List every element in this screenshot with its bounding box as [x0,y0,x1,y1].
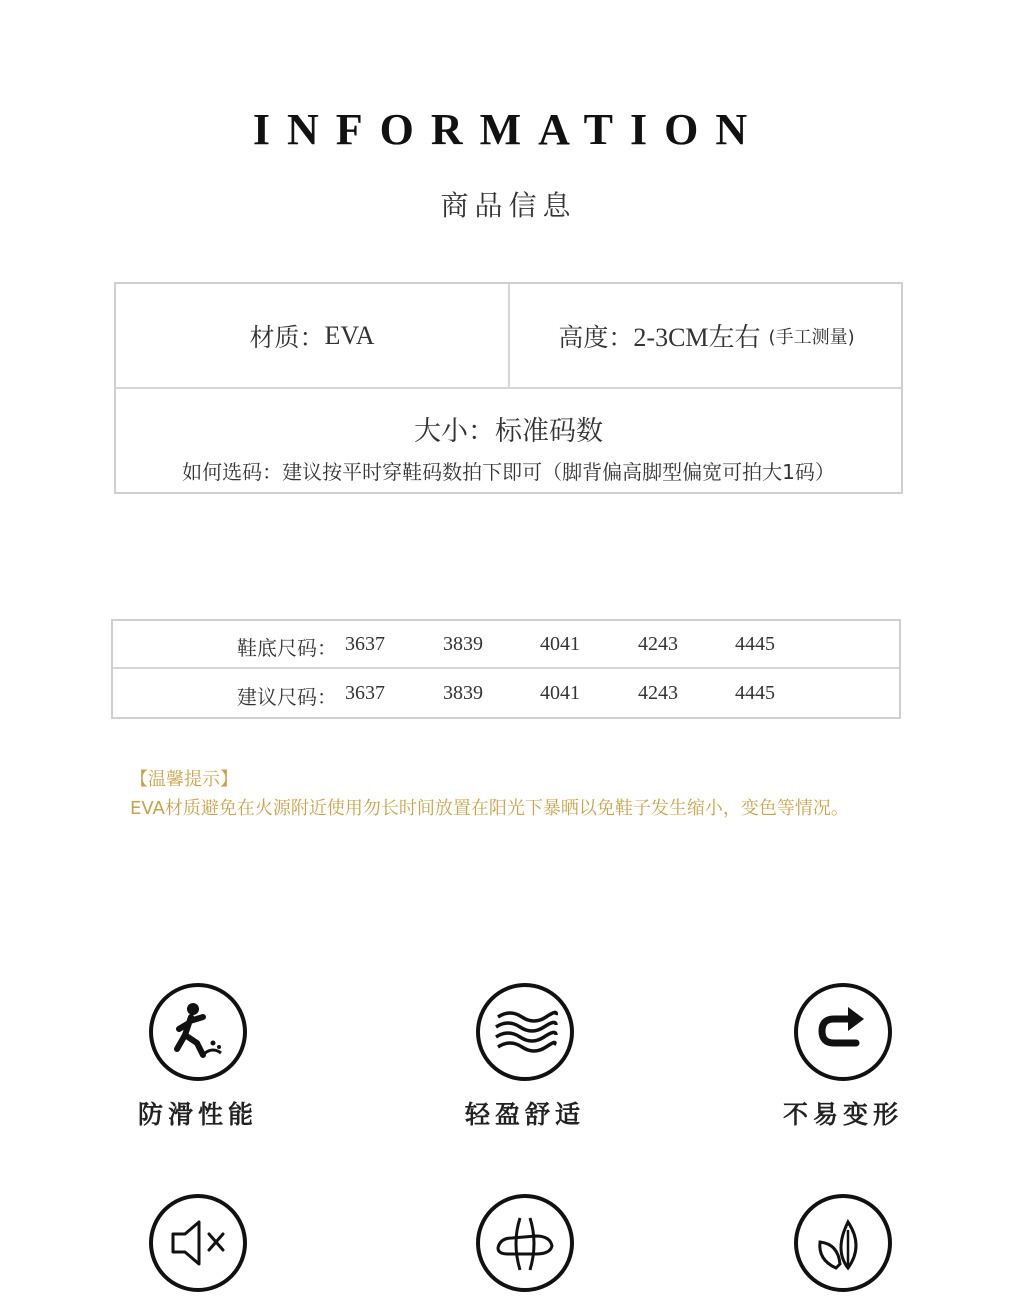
table-row [113,670,899,718]
size-value: 4445 [735,633,775,655]
sole-flex-icon [476,1194,574,1292]
size-value: 4041 [540,682,580,704]
size-value: 4445 [735,682,775,704]
row-label: 建议尺码： [237,685,337,709]
size-chart [111,619,901,719]
return-arrow-icon [794,983,892,1081]
height-label: 高度： [558,322,634,352]
height-note: (手工测量) [768,326,855,348]
page-subtitle: 商品信息 [440,189,577,222]
height-value: 2-3CM左右 [633,323,761,352]
feature-label: 轻盈舒适 [464,1100,585,1129]
tip-text: EVA材质避免在火源附近使用勿长时间放置在阳光下暴晒以免鞋子发生缩小，变色等情况。 [130,798,849,819]
size-value: 3839 [443,633,483,655]
size-value: 3637 [345,633,385,655]
feature-silent [98,1194,298,1306]
material-cell [116,284,510,387]
size-value: 3839 [443,682,483,704]
material-value: EVA [324,320,375,350]
leaf-icon [794,1194,892,1292]
feature-flexible [425,1194,625,1306]
feature-label: 防滑性能 [137,1100,258,1129]
size-line: 大小：标准码数 [414,416,603,447]
size-value: 4243 [638,633,678,655]
feature-label: 不易变形 [782,1100,903,1129]
mute-speaker-icon [149,1194,247,1292]
feature-eco [743,1194,943,1306]
feature-lightweight [425,983,625,1131]
info-row-size [116,389,901,492]
page-title: INFORMATION [252,105,765,154]
waves-icon [476,983,574,1081]
feature-anti-slip [98,983,298,1131]
row-label: 鞋底尺码： [237,636,337,660]
size-advice: 如何选码：建议按平时穿鞋码数拍下即可（脚背偏高脚型偏宽可拍大1码） [182,460,835,484]
info-row-material-height [116,284,901,389]
size-value: 4243 [638,682,678,704]
table-row [113,621,899,669]
size-value: 3637 [345,682,385,704]
height-cell [510,284,903,387]
slip-icon [149,983,247,1081]
product-info-table [114,282,903,494]
tip-title: 【温馨提示】 [130,769,238,790]
feature-no-deform [743,983,943,1131]
size-value: 4041 [540,633,580,655]
material-label: 材质： [249,322,325,352]
